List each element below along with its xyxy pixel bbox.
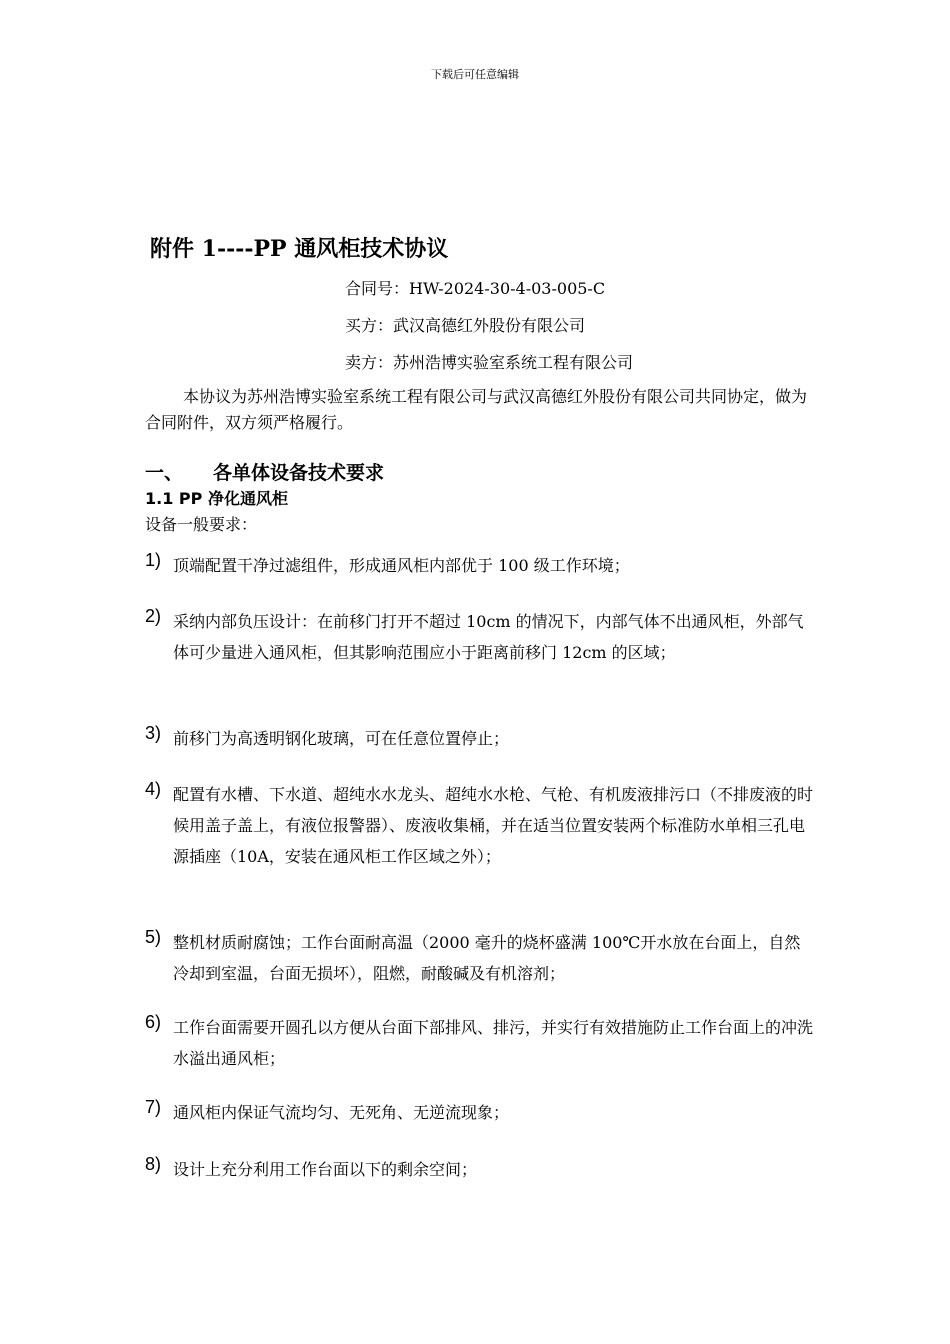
item-text: 配置有水槽、下水道、超纯水水龙头、超纯水水枪、气枪、有机废液排污口（不排废液的时候用盖子盖上，有液位报警器）、废液收集桶，并在适当位置安装两个标准防水单相三孔电源插座（10A，安装在通风柜工作区域之外）； bbox=[173, 785, 814, 866]
requirement-item bbox=[145, 927, 815, 989]
section-1-1-heading: 1.1 PP 净化通风柜 bbox=[145, 489, 288, 508]
item-text: 采纳内部负压设计：在前移门打开不超过 10cm 的情况下，内部气体不出通风柜，外部气体可少量进入通风柜，但其影响范围应小于距离前移门 12cm 的区域； bbox=[173, 612, 804, 662]
item-number: 1) bbox=[145, 550, 162, 570]
general-requirements-label: 设备一般要求： bbox=[145, 515, 258, 534]
requirement-item bbox=[145, 1012, 815, 1074]
item-text: 设计上充分利用工作台面以下的剩余空间； bbox=[173, 1160, 478, 1179]
item-text: 通风柜内保证气流均匀、无死角、无逆流现象； bbox=[173, 1103, 510, 1122]
seller-line: 卖方：苏州浩博实验室系统工程有限公司 bbox=[345, 353, 634, 372]
contract-number: 合同号：HW-2024-30-4-03-005-C bbox=[345, 279, 606, 298]
item-number: 3) bbox=[145, 723, 162, 743]
page-header-note: 下载后可任意编辑 bbox=[431, 68, 519, 81]
section-1-title: 各单体设备技术要求 bbox=[213, 462, 385, 484]
requirement-item bbox=[145, 550, 815, 581]
section-1-number: 一、 bbox=[145, 462, 184, 484]
intro-paragraph: 本协议为苏州浩博实验室系统工程有限公司与武汉高德红外股份有限公司共同协定，做为合同附件，双方须严格履行。 bbox=[145, 387, 808, 432]
item-number: 7) bbox=[145, 1097, 162, 1117]
item-text: 整机材质耐腐蚀；工作台面耐高温（2000 毫升的烧杯盛满 100℃开水放在台面上，自然冷却到室温，台面无损坏），阻燃，耐酸碱及有机溶剂； bbox=[173, 933, 801, 983]
requirement-item bbox=[145, 1097, 815, 1128]
item-number: 8) bbox=[145, 1154, 162, 1174]
requirement-item bbox=[145, 606, 815, 668]
item-text: 前移门为高透明钢化玻璃，可在任意位置停止； bbox=[173, 729, 510, 748]
buyer-line: 买方：武汉高德红外股份有限公司 bbox=[345, 316, 586, 335]
document-title: 附件 1----PP 通风柜技术协议 bbox=[150, 236, 449, 262]
item-text: 顶端配置干净过滤组件，形成通风柜内部优于 100 级工作环境； bbox=[173, 556, 630, 575]
section-1-heading bbox=[145, 458, 384, 485]
item-number: 6) bbox=[145, 1012, 162, 1032]
requirement-item bbox=[145, 723, 815, 754]
item-number: 4) bbox=[145, 779, 162, 799]
requirement-item bbox=[145, 1154, 815, 1185]
item-number: 5) bbox=[145, 927, 162, 947]
item-text: 工作台面需要开圆孔以方便从台面下部排风、排污，并实行有效措施防止工作台面上的冲洗水溢出通风柜； bbox=[173, 1018, 814, 1068]
requirement-item bbox=[145, 779, 815, 872]
item-number: 2) bbox=[145, 606, 162, 626]
